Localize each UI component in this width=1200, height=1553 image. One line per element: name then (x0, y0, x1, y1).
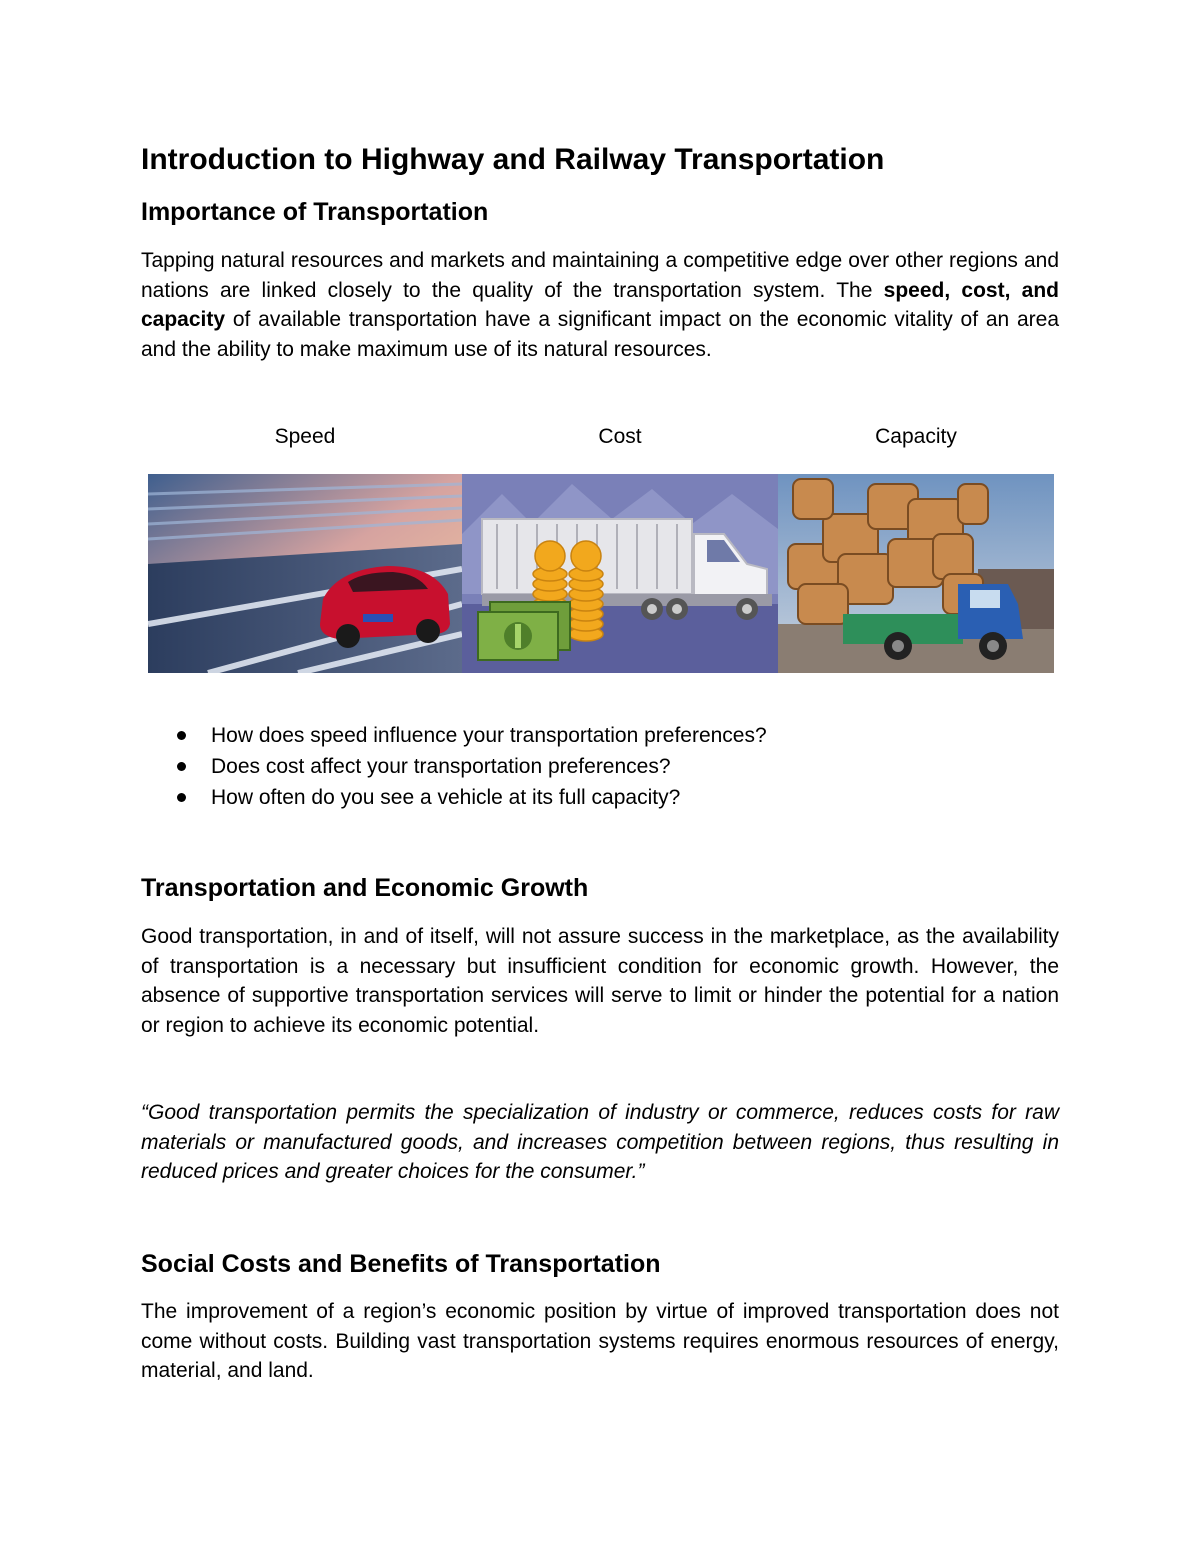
figure-images (148, 474, 1054, 673)
document-title: Introduction to Highway and Railway Transportation (141, 143, 885, 176)
list-item (141, 751, 767, 782)
banknote-icon (478, 602, 570, 660)
section-heading-importance: Importance of Transportation (141, 198, 489, 226)
economic-growth-paragraph: Good transportation, in and of itself, will not assure success in the marketplace, as the availability of transportation is a necessary but insufficient condition for economic growth. However, the absence of supportive transportation services will serve to limit or hinder the potential for a nation or region to achieve its economic potential. (141, 925, 1059, 1037)
truck-money-image (462, 474, 778, 673)
figure-label-capacity: Capacity (875, 425, 957, 448)
section-heading-economic-growth: Transportation and Economic Growth (141, 874, 589, 902)
discussion-questions (141, 720, 767, 813)
importance-bold-text: speed, cost, and capacity (141, 278, 1059, 331)
bullet-icon (177, 793, 186, 802)
question-text: Does cost affect your transportation preferences? (211, 755, 671, 778)
figure-labels (148, 422, 1054, 452)
speeding-car-image (148, 474, 462, 673)
figure-label-speed: Speed (274, 425, 336, 448)
question-text: How does speed influence your transportation preferences? (211, 724, 767, 747)
importance-text-end: of available transportation have a significant impact on the economic vitality of an area and the ability to make maximum use of its natural resources. (141, 308, 1059, 361)
social-costs-paragraph: The improvement of a region’s economic position by virtue of improved transportation does not come without costs. Building vast transportation systems requires enormous resources of energy, material, and land. (141, 1300, 1059, 1382)
importance-paragraph (141, 246, 1059, 364)
importance-text-start: Tapping natural resources and markets and maintaining a competitive edge over other regions and nations are linked closely to the quality of the transportation system. The (141, 249, 1059, 302)
list-item (141, 782, 767, 813)
list-item (141, 720, 767, 751)
question-text: How often do you see a vehicle at its full capacity? (211, 786, 681, 809)
bullet-icon (177, 762, 186, 771)
bullet-icon (177, 731, 186, 740)
section-heading-social-costs: Social Costs and Benefits of Transportation (141, 1250, 661, 1278)
economic-growth-quote: “Good transportation permits the specialization of industry or commerce, reduces costs for raw materials or manufactured goods, and increases competition between regions, thus resulting in reduced prices and greater choices for the consumer.” (141, 1101, 1059, 1183)
overloaded-truck-image (778, 474, 1054, 673)
figure-label-cost: Cost (598, 425, 642, 448)
